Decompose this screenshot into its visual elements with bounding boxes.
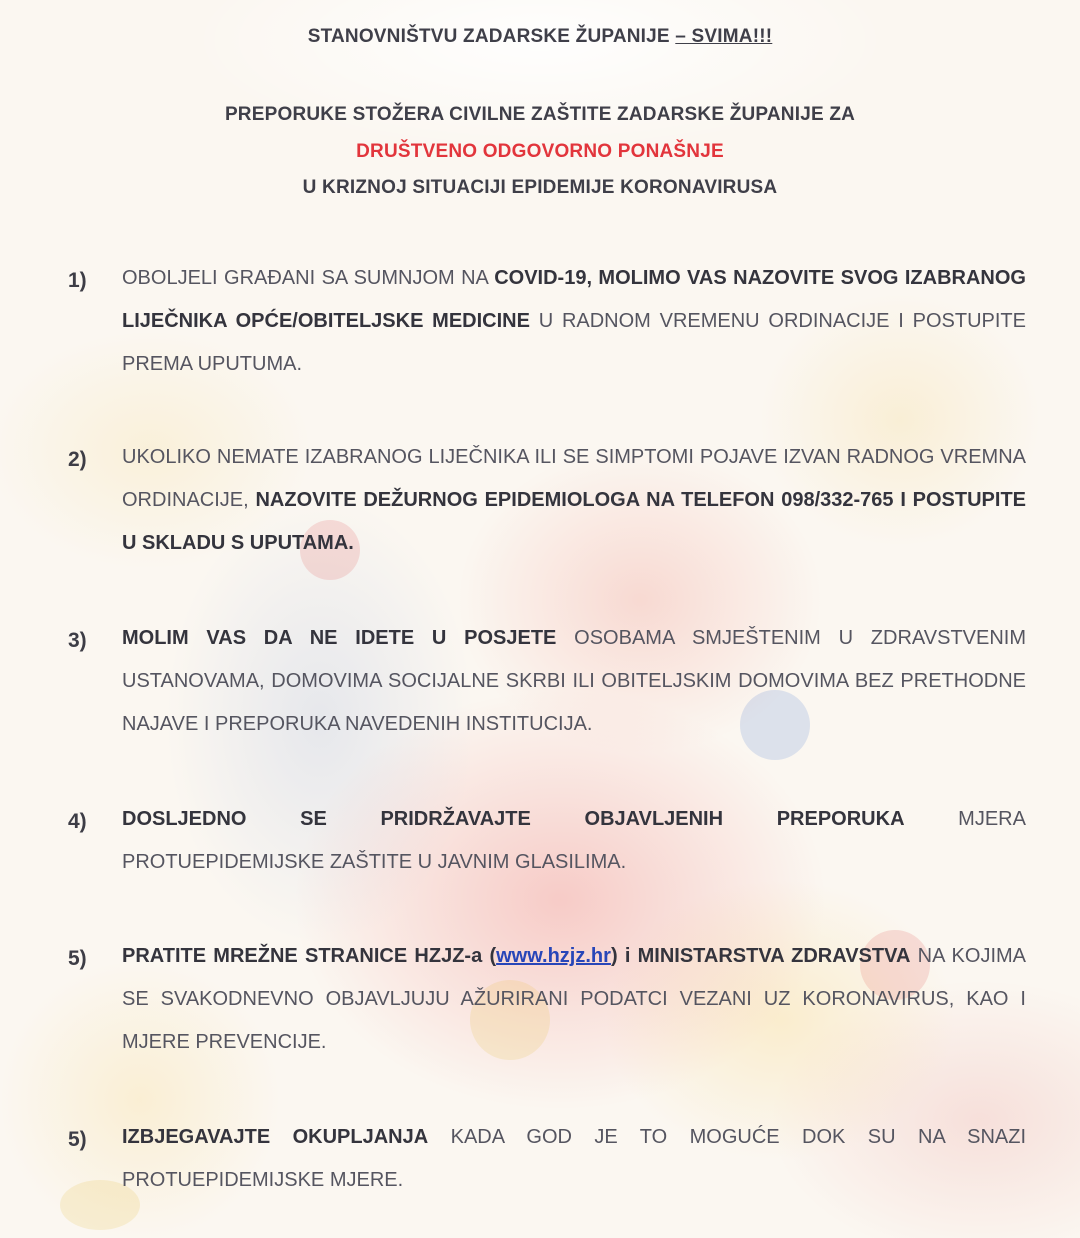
- item-bold-word: SE: [300, 808, 327, 830]
- item-text: [122, 617, 1026, 746]
- item-bold-word: OBJAVLJENIH: [584, 808, 724, 830]
- item-text: [122, 798, 1026, 884]
- item-bold-text: ) i MINISTARSTVA ZDRAVSTVA: [610, 945, 911, 967]
- item-text: [122, 436, 1026, 565]
- item-plain-text: PROTUEPIDEMIJSKE ZAŠTITE U JAVNIM GLASILIMA.: [122, 851, 627, 873]
- item-bold-word: DOSLJEDNO: [122, 808, 247, 830]
- item-plain-text: UKOLIKO NEMATE IZABRANOG LIJEČNIKA ILI SE SIMPTOMI POJAVE IZVAN RADNOG VREMNA ORDINACIJE,: [122, 446, 1026, 511]
- item-bold-word: PREPORUKA: [776, 808, 905, 830]
- item-plain-text: OSOBAMA SMJEŠTENIM U ZDRAVSTVENIM USTANOVAMA, DOMOVIMA SOCIJALNE SKRBI ILI OBITELJSKIM DOMOVIMA BEZ PRETHODNE NAJAVE I PREPORUKA NAVEDENIH INSTITUCIJA.: [122, 627, 1027, 735]
- item-bold-text: NAZOVITE DEŽURNOG EPIDEMIOLOGA NA TELEFON 098/332-765 I POSTUPITE U SKLADU S UPUTAMA.: [122, 489, 1026, 554]
- subtitle-highlight: DRUŠTVENO ODGOVORNO PONAŠNJE: [356, 141, 724, 162]
- document-title: [0, 26, 1080, 48]
- item-plain-text: OBOLJELI GRAĐANI SA SUMNJOM NA: [122, 267, 495, 289]
- item-plain-text: U RADNOM VREMENU ORDINACIJE I POSTUPITE PREMA UPUTUMA.: [122, 310, 1026, 375]
- item-bold-text: IZBJEGAVAJTE OKUPLJANJA: [122, 1126, 429, 1148]
- item-number: 3): [68, 629, 87, 652]
- item-bold-text: MOLIM VAS DA NE IDETE U POSJETE: [122, 627, 557, 649]
- item-number: 2): [68, 448, 87, 471]
- item-text: [122, 935, 1026, 1064]
- item-number: 5): [68, 1128, 87, 1151]
- title-text: STANOVNIŠTVU ZADARSKE ŽUPANIJE: [307, 26, 676, 47]
- subtitle-line-3: U KRIZNOJ SITUACIJI EPIDEMIJE KORONAVIRUSA: [302, 177, 778, 198]
- item-plain-word: MJERA: [958, 808, 1026, 830]
- subtitle-line-1: PREPORUKE STOŽERA CIVILNE ZAŠTITE ZADARSKE ŽUPANIJE ZA: [224, 104, 856, 125]
- item-number: 5): [68, 947, 87, 970]
- justified-line: [122, 798, 1026, 841]
- item-number: 1): [68, 269, 87, 292]
- item-number: 4): [68, 810, 87, 833]
- item-bold-text: COVID-19, MOLIMO VAS NAZOVITE SVOG IZABRANOG LIJEČNIKA OPĆE/OBITELJSKE MEDICINE: [122, 267, 1026, 332]
- item-plain-text: KADA GOD JE TO MOGUĆE DOK SU NA SNAZI PROTUEPIDEMIJSKE MJERE.: [122, 1126, 1027, 1191]
- item-plain-text: NA KOJIMA SE SVAKODNEVNO OBJAVLJUJU AŽURIRANI PODATCI VEZANI UZ KORONAVIRUS, KAO I MJERE PREVENCIJE.: [122, 945, 1026, 1053]
- title-emphasis: – SVIMA!!!: [675, 26, 773, 47]
- item-bold-text: PRATITE MREŽNE STRANICE HZJZ-a (: [122, 945, 497, 967]
- hzjz-website-link[interactable]: www.hzjz.hr: [496, 945, 611, 967]
- item-text: [122, 257, 1026, 386]
- item-text: [122, 1116, 1026, 1202]
- item-bold-word: PRIDRŽAVAJTE: [380, 808, 531, 830]
